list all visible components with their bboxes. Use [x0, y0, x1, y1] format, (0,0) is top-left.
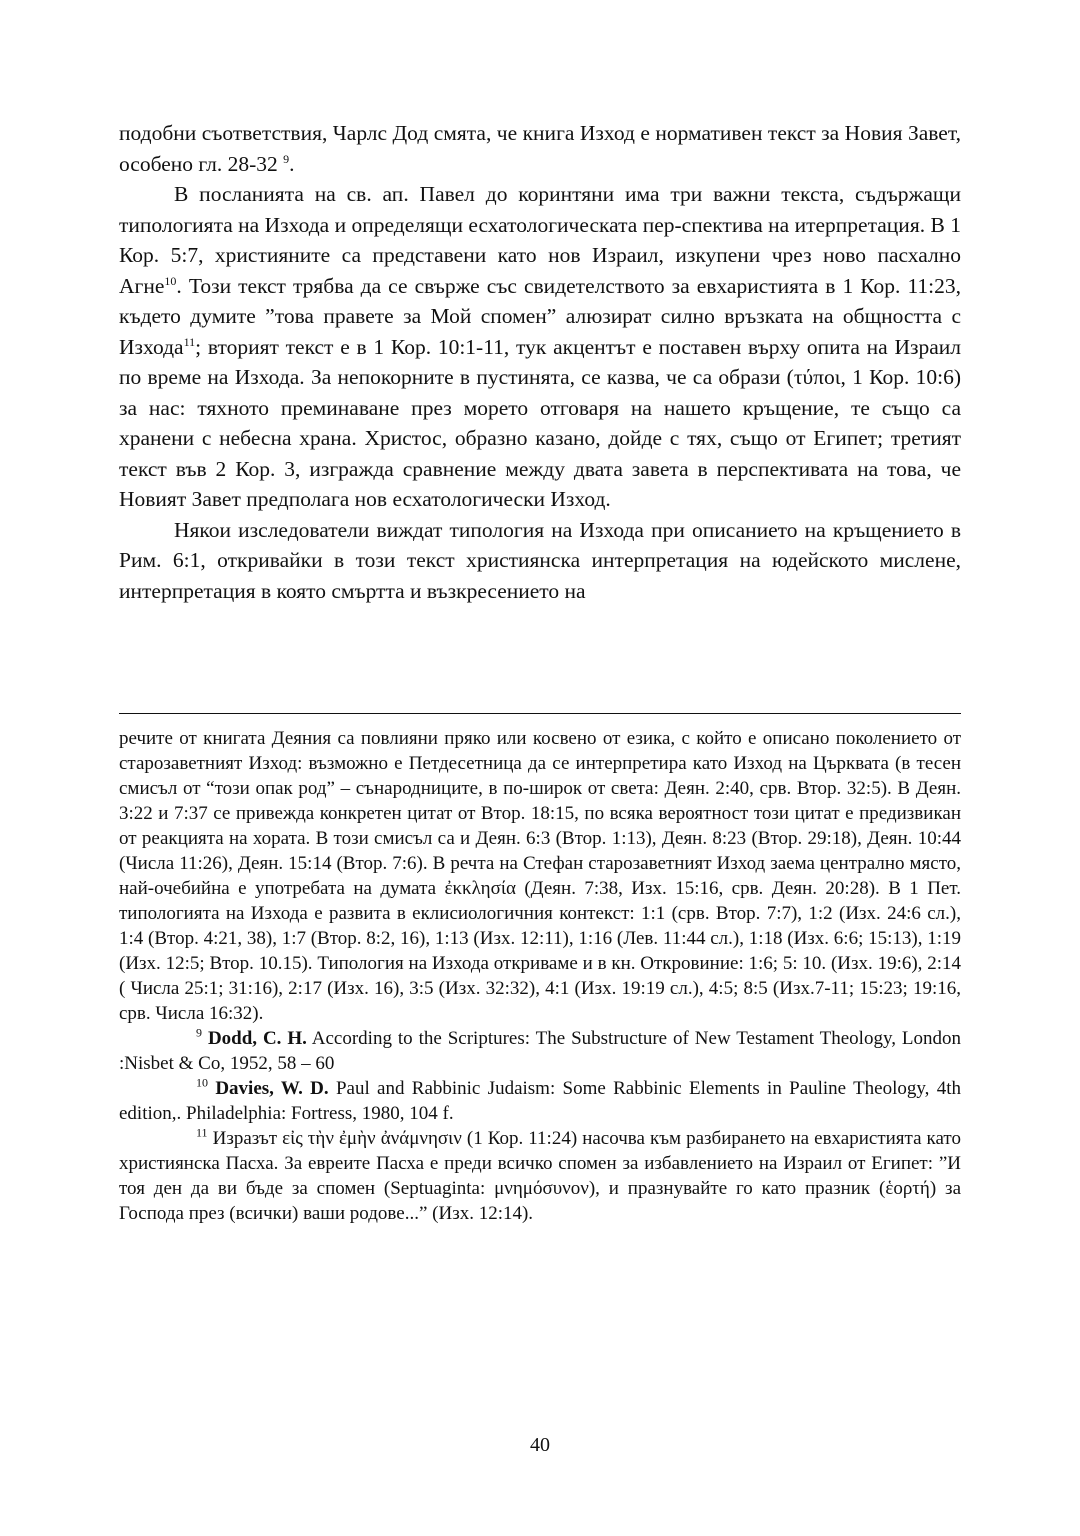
page-number: 40: [530, 1434, 550, 1456]
footnote-ref-10[interactable]: 10: [164, 273, 177, 288]
footnote-ref-11[interactable]: 11: [183, 334, 196, 349]
paragraph-1-text: подобни съответствия, Чарлс Дод смята, че книга Изход е нормативен текст за Новия Завет, особено гл. 28-32: [119, 121, 961, 176]
footnote-11-text: Изразът εἰς τὴν ἐμὴν ἀνάμνησιν (1 Кор. 11:24) насочва към разбирането на евхаристията като християнска Пасха. За евреите Пасха е преди всичко спомен за избавлението на Израил от Египет: ”И тоя ден да ви бъде за спомен (Septuaginta: μνημόσυνον), и празнувайте го като празник (ἑορτή) за Господа през (всички) ваши родове...” (Изх. 12:14).: [119, 1128, 961, 1224]
paragraph-2-part-b: . Този текст трябва да се свърже със свидетелството за евхаристията в 1 Кор. 11:23, където думите ”това правете за Мой спомен” алюзират силно връзката на общността с Изхода: [119, 273, 961, 359]
paragraph-1-end: .: [289, 151, 295, 176]
paragraph-2: [119, 179, 961, 515]
paragraph-1: [119, 118, 961, 179]
footnote-10-author: Davies, W. D.: [215, 1078, 329, 1099]
footnote-continuation: речите от книгата Деяния са повлияни пряко или косвено от езика, с който е описано поколението от старозаветният Изход: възможно е Петдесетница да се интерпретира като Изход на Църквата (в тесен смисъл от “този опак род” – сънародниците, в по-широк от света: Деян. 2:40, срв. Втор. 32:5). В Деян. 3:22 и 7:37 се привежда конкретен цитат от Втор. 18:15, по всяка вероятност този цитат е предизвикан от реакцията на хората. В този смисъл са и Деян. 6:3 (Втор. 1:13), Деян. 8:23 (Втор. 29:18), Деян. 10:44 (Числа 11:26), Деян. 15:14 (Втор. 7:6). В речта на Стефан старозаветният Изход заема централно място, най-очебийна е употребата на думата ἐκκλησία (Деян. 7:38, Изх. 15:16, срв. Деян. 20:28). В 1 Пет. типологията на Изхода е развита в еклисиологичния контекст: 1:1 (срв. Втор. 7:7), 1:2 (Изх. 24:6 сл.), 1:4 (Втор. 4:21, 38), 1:7 (Втор. 8:2, 16), 1:13 (Изх. 12:11), 1:16 (Лев. 11:44 сл.), 1:18 (Изх. 6:6; 15:13), 1:19 (Изх. 12:5; Втор. 10.15). Типология на Изхода откриваме и в кн. Откровиние: 1:6; 5: 10. (Изх. 19:6), 2:14 ( Числа 25:1; 31:16), 2:17 (Изх. 16), 3:5 (Изх. 32:32), 4:1 (Изх. 19:19 сл.), 4:5; 8:5 (Изх.7-11; 15:23; 19:16, срв. Числа 16:32).: [119, 728, 961, 1024]
footnotes: [119, 726, 961, 1226]
footnote-9-author: Dodd, C. H.: [207, 1028, 307, 1049]
paragraph-3: Някои изследователи виждат типология на Изхода при описанието на кръщението в Рим. 6:1, откривайки в този текст християнска интерпретация на юдейското мислене, интерпретация в която смъртта и възкресението на: [119, 517, 961, 603]
footnote-10: [119, 1076, 961, 1126]
paragraph-2-part-a: В посланията на св. ап. Павел до коринтяни има три важни текста, съдържащи типологията на Изхода и определящи есхатологическата пер-спектива на итерпретация. В 1 Кор. 5:7, християните са представени като нов Израил, изкупени чрез ново пасхално Агне: [119, 182, 961, 298]
main-text: [119, 118, 961, 606]
paragraph-2-part-c: ; вторият текст е в 1 Кор. 10:1-11, тук акцентът е поставен върху опита на Израил по време на Изхода. За непокорните в пустинята, се казва, че са образи (τύποι, 1 Кор. 10:6) за нас: тяхното преминаване през морето отговаря на нашето кръщение, те също са хранени с небесна храна. Христос, образно казано, дойде с тях, също от Египет; третият текст във 2 Кор. 3, изгражда сравнение между двата завета в перспективата на това, че Новият Завет предполага нов есхатологически Изход.: [119, 334, 961, 511]
footnote-11: [119, 1126, 961, 1226]
footnote-9-number: 9: [196, 1025, 202, 1040]
footnote-9: [119, 1026, 961, 1076]
footnote-11-number: 11: [196, 1125, 208, 1140]
footnote-9-text: According to the Scriptures: The Substructure of New Testament Theology, London :Nisbet & Co, 1952, 58 – 60: [119, 1028, 961, 1074]
footnote-ref-9[interactable]: 9: [283, 151, 290, 166]
footnote-10-text: Paul and Rabbinic Judaism: Some Rabbinic Elements in Pauline Theology, 4th edition,. Philadelphia: Fortress, 1980, 104 f.: [119, 1078, 962, 1124]
footnote-10-number: 10: [196, 1075, 208, 1090]
footnote-separator: [119, 713, 961, 714]
